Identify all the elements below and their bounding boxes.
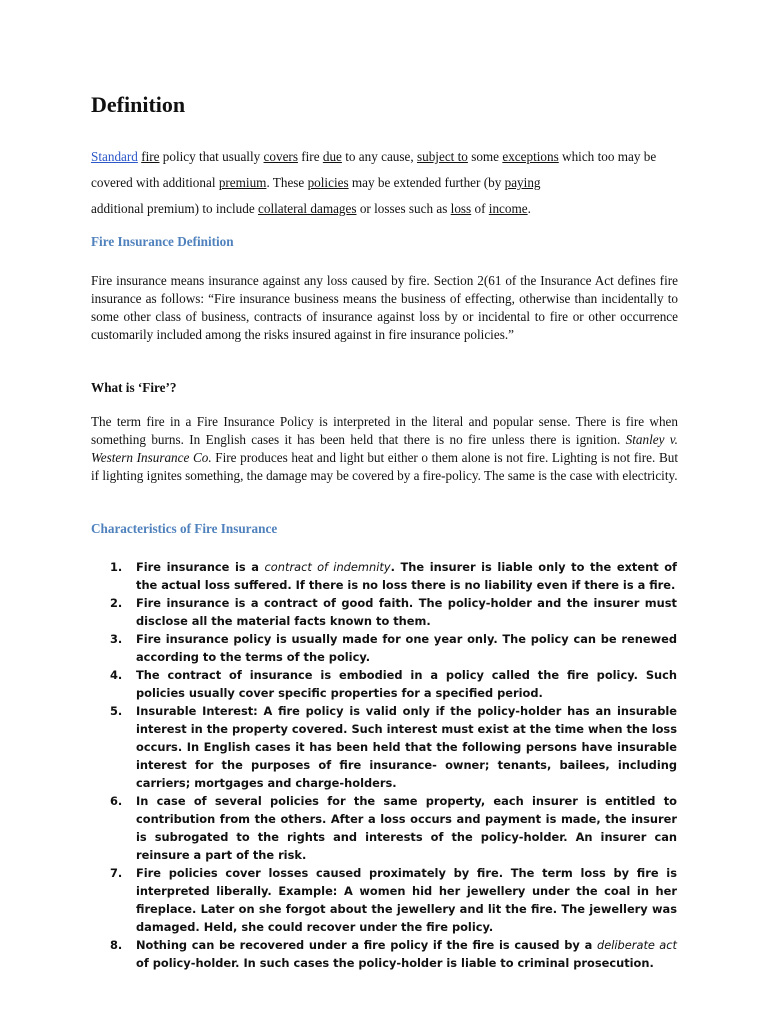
term-exceptions: exceptions: [502, 149, 559, 164]
characteristics-list: [110, 558, 677, 972]
term-fire: fire: [141, 149, 160, 164]
list-item: [110, 594, 677, 630]
list-item: [110, 558, 677, 594]
term-collateral-damages: collateral damages: [258, 201, 357, 216]
list-item: [110, 864, 677, 936]
intro-text: or losses such as: [356, 201, 451, 216]
term-loss: loss: [450, 201, 472, 216]
intro-text: may be extended further (by: [348, 175, 505, 190]
term-subject-to: subject to: [416, 149, 468, 164]
term-paying: paying: [504, 175, 541, 190]
what-is-fire-paragraph: [91, 413, 678, 485]
list-number: 5.: [110, 704, 123, 718]
heading-fire-insurance-definition: Fire Insurance Definition: [91, 234, 234, 249]
list-text: Fire insurance is a: [136, 560, 265, 574]
list-number: 4.: [110, 668, 123, 682]
list-number: 6.: [110, 794, 123, 808]
fire-insurance-definition-paragraph: Fire insurance means insurance against any loss caused by fire. Section 2(61 of the Insurance Act defines fire insurance as follows: “Fire insurance business means the business of effecting, otherwise than incidentally to some other class of business, contracts of insurance against loss by or incidental to fire or other occurrence customarily included among the risks insured against in fire insurance policies.”: [91, 273, 678, 342]
list-number: 2.: [110, 596, 123, 610]
list-item: [110, 702, 677, 792]
paragraph-text: Fire produces heat and light but either o them alone is not fire. Lighting is not fire. But if lighting ignites something, the damage may be covered by a fire-policy. The same is the case with electricity.: [91, 450, 678, 483]
list-text: The contract of insurance is embodied in a policy called the fire policy. Such policies usually cover specific properties for a specified period.: [136, 668, 677, 700]
page-title: Definition: [91, 92, 186, 117]
intro-text: .: [527, 201, 531, 216]
list-item: [110, 630, 677, 666]
list-text: Fire policies cover losses caused proximately by fire. The term loss by fire is interpreted liberally. Example: A women hid her jewellery under the coal in her fireplace. Later on she forgot about the jewellery and lit the fire. The jewellery was damaged. Held, she could recover under the fire policy.: [136, 866, 677, 934]
intro-text: which too may be covered with additional: [91, 149, 657, 190]
intro-text: some: [467, 149, 503, 164]
list-text: In case of several policies for the same property, each insurer is entitled to contribution from the others. After a loss occurs and payment is made, the insurer is subrogated to the rights and interests of the policy-holder. An insurer can reinsure a part of the risk.: [136, 794, 677, 862]
list-emphasis: deliberate act: [596, 938, 677, 952]
list-text: Nothing can be recovered under a fire policy if the fire is caused by a: [136, 938, 597, 952]
term-income: income: [488, 201, 528, 216]
intro-text: policy that usually: [159, 149, 264, 164]
heading-what-is-fire: What is ‘Fire’?: [91, 380, 177, 395]
list-text: Insurable Interest: A fire policy is valid only if the policy-holder has an insurable interest in the property covered. Such interest must exist at the time when the loss occurs. In English cases it has been held that the following persons have insurable interest for the purposes of fire insurance- owner; tenants, bailees, including carriers; mortgages and charge-holders.: [136, 704, 677, 790]
intro-text: . These: [266, 175, 308, 190]
link-standard[interactable]: Standard: [91, 149, 138, 164]
intro-text: additional premium) to include: [91, 201, 259, 216]
intro-text: of: [471, 201, 489, 216]
intro-text: to any cause,: [341, 149, 417, 164]
list-number: 3.: [110, 632, 123, 646]
list-number: 7.: [110, 866, 123, 880]
intro-text: fire: [297, 149, 323, 164]
paragraph-text: The term fire in a Fire Insurance Policy is interpreted in the literal and popular sense. There is fire when something burns. In English cases it has been held that there is no fire unless there is ignition.: [91, 414, 678, 447]
heading-characteristics: Characteristics of Fire Insurance: [91, 521, 278, 536]
term-covers: covers: [263, 149, 298, 164]
list-text: Fire insurance is a contract of good faith. The policy-holder and the insurer must disclose all the material facts known to them.: [136, 596, 677, 628]
intro-paragraph: [91, 144, 681, 222]
list-text: Fire insurance policy is usually made for one year only. The policy can be renewed according to the terms of the policy.: [136, 632, 677, 664]
list-number: 8.: [110, 938, 123, 952]
term-policies: policies: [307, 175, 349, 190]
list-text: . The insurer is liable only to the extent of the actual loss suffered. If there is no loss there is no liability even if there is a fire.: [136, 560, 677, 592]
case-citation: Stanley v. Western Insurance Co.: [91, 432, 678, 465]
list-text: of policy-holder. In such cases the policy-holder is liable to criminal prosecution.: [136, 956, 654, 970]
list-emphasis: contract of indemnity: [264, 560, 391, 574]
term-due: due: [322, 149, 342, 164]
list-item: [110, 666, 677, 702]
list-item: [110, 792, 677, 864]
list-item: [110, 936, 677, 972]
list-number: 1.: [110, 560, 123, 574]
term-premium: premium: [218, 175, 267, 190]
